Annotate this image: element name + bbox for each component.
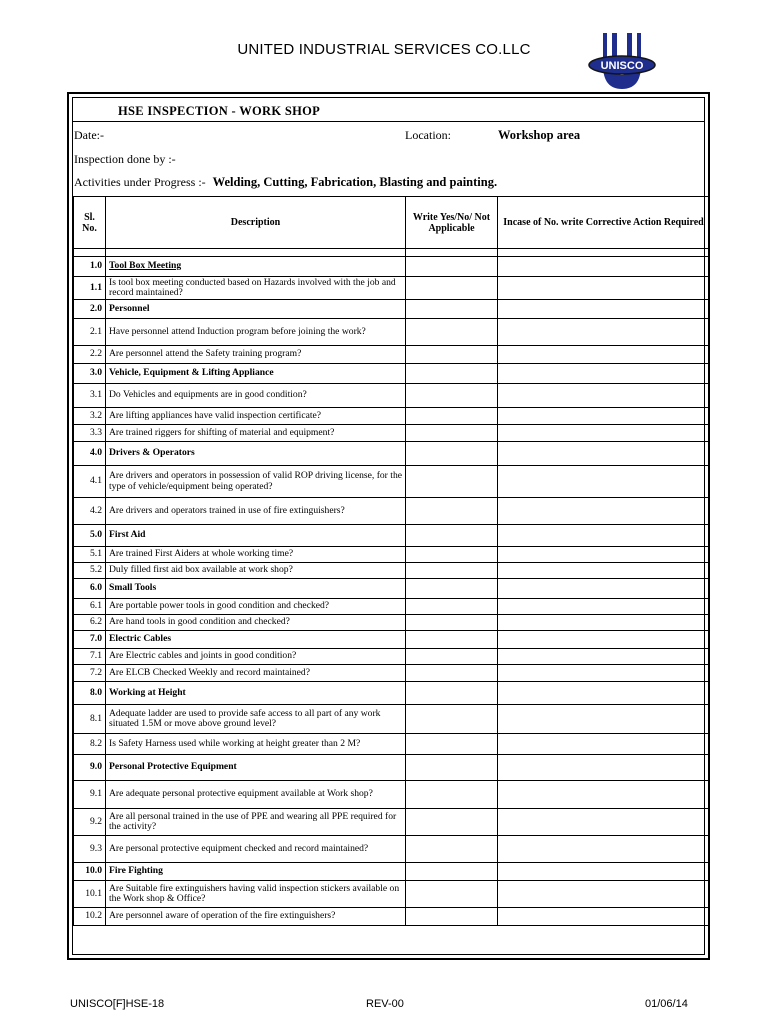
item-number: 2.0 [74, 300, 106, 319]
inspection-done-by-label: Inspection done by :- [74, 152, 176, 166]
activities-row [74, 175, 497, 190]
yes-no-cell[interactable] [406, 665, 498, 682]
item-number: 6.2 [74, 615, 106, 631]
corrective-action-cell[interactable] [498, 649, 710, 665]
item-description: Adequate ladder are used to provide safe access to all part of any work situated 1.5M or move above ground level? [106, 705, 406, 734]
yes-no-cell[interactable] [406, 579, 498, 599]
corrective-action-cell[interactable] [498, 425, 710, 442]
corrective-action-cell[interactable] [498, 734, 710, 755]
corrective-action-cell[interactable] [498, 319, 710, 346]
logo-text: UNISCO [600, 60, 644, 72]
yes-no-cell[interactable] [406, 466, 498, 498]
item-description: Are hand tools in good condition and checked? [106, 615, 406, 631]
yes-no-cell[interactable] [406, 881, 498, 908]
section-title: Personal Protective Equipment [106, 755, 406, 781]
section-title: Fire Fighting [106, 863, 406, 881]
yes-no-cell[interactable] [406, 384, 498, 408]
table-row [74, 547, 710, 563]
item-description: Are drivers and operators in possession of valid ROP driving license, for the type of vehicle/equipment being operated? [106, 466, 406, 498]
table-row [74, 498, 710, 525]
item-number: 10.2 [74, 908, 106, 926]
item-description: Is Safety Harness used while working at height greater than 2 M? [106, 734, 406, 755]
yes-no-cell[interactable] [406, 257, 498, 277]
item-description: Are ELCB Checked Weekly and record maintained? [106, 665, 406, 682]
item-description: Have personnel attend Induction program before joining the work? [106, 319, 406, 346]
item-number: 2.2 [74, 346, 106, 364]
item-number: 3.2 [74, 408, 106, 425]
yes-no-cell[interactable] [406, 615, 498, 631]
item-number: 1.0 [74, 257, 106, 277]
table-row [74, 346, 710, 364]
corrective-action-cell[interactable] [498, 346, 710, 364]
section-row [74, 863, 710, 881]
divider [73, 121, 704, 122]
item-number: 6.1 [74, 599, 106, 615]
table-row [74, 809, 710, 836]
item-description: Are lifting appliances have valid inspection certificate? [106, 408, 406, 425]
location-value: Workshop area [498, 128, 581, 142]
footer-revision: REV-00 [366, 998, 404, 1010]
item-number: 9.2 [74, 809, 106, 836]
table-row [74, 908, 710, 926]
item-number: 6.0 [74, 579, 106, 599]
item-number: 4.1 [74, 466, 106, 498]
checklist-table [73, 196, 710, 926]
yes-no-cell[interactable] [406, 319, 498, 346]
table-row [74, 466, 710, 498]
item-number: 1.1 [74, 277, 106, 300]
yes-no-cell[interactable] [406, 836, 498, 863]
item-number: 10.1 [74, 881, 106, 908]
yes-no-cell[interactable] [406, 442, 498, 466]
section-title: Working at Height [106, 682, 406, 705]
item-description: Are Suitable fire extinguishers having valid inspection stickers available on the Work shop & Office? [106, 881, 406, 908]
table-row [74, 563, 710, 579]
section-row [74, 631, 710, 649]
item-description: Are trained riggers for shifting of material and equipment? [106, 425, 406, 442]
section-row [74, 525, 710, 547]
corrective-action-cell[interactable] [498, 525, 710, 547]
yes-no-cell[interactable] [406, 809, 498, 836]
yes-no-cell[interactable] [406, 649, 498, 665]
yes-no-cell[interactable] [406, 408, 498, 425]
item-description: Are drivers and operators trained in use of fire extinguishers? [106, 498, 406, 525]
table-row [74, 319, 710, 346]
corrective-action-cell[interactable] [498, 615, 710, 631]
item-number: 9.1 [74, 781, 106, 809]
item-description: Are adequate personal protective equipment available at Work shop? [106, 781, 406, 809]
section-row [74, 364, 710, 384]
section-row [74, 300, 710, 319]
table-row [74, 881, 710, 908]
yes-no-cell[interactable] [406, 547, 498, 563]
table-row [74, 836, 710, 863]
footer-doc-code: UNISCO[F]HSE-18 [70, 998, 165, 1010]
item-number: 3.1 [74, 384, 106, 408]
activities-label: Activities under Progress :- [74, 175, 206, 189]
item-description: Are trained First Aiders at whole working time? [106, 547, 406, 563]
yes-no-cell[interactable] [406, 755, 498, 781]
section-row [74, 257, 710, 277]
activities-value: Welding, Cutting, Fabrication, Blasting and painting. [212, 175, 498, 189]
header-sl-no: Sl. No. [74, 197, 106, 249]
header-description: Description [106, 197, 406, 249]
header-yes-no: Write Yes/No/ Not Applicable [406, 197, 498, 249]
yes-no-cell[interactable] [406, 682, 498, 705]
corrective-action-cell[interactable] [498, 682, 710, 705]
table-row [74, 277, 710, 300]
section-row [74, 755, 710, 781]
yes-no-cell[interactable] [406, 277, 498, 300]
section-title: Electric Cables [106, 631, 406, 649]
item-description: Are portable power tools in good condition and checked? [106, 599, 406, 615]
corrective-action-cell[interactable] [498, 755, 710, 781]
section-row [74, 682, 710, 705]
yes-no-cell[interactable] [406, 908, 498, 926]
section-title: First Aid [106, 525, 406, 547]
form-title: HSE INSPECTION - WORK SHOP [118, 104, 321, 118]
location-label: Location: [405, 128, 451, 142]
corrective-action-cell[interactable] [498, 257, 710, 277]
table-row [74, 705, 710, 734]
yes-no-cell[interactable] [406, 498, 498, 525]
item-number: 4.2 [74, 498, 106, 525]
company-name: UNITED INDUSTRIAL SERVICES CO.LLC [237, 41, 531, 58]
corrective-action-cell[interactable] [498, 498, 710, 525]
table-row [74, 425, 710, 442]
header-spacer-row [74, 249, 710, 257]
item-number: 7.1 [74, 649, 106, 665]
corrective-action-cell[interactable] [498, 881, 710, 908]
corrective-action-cell[interactable] [498, 665, 710, 682]
item-number: 8.2 [74, 734, 106, 755]
table-row [74, 599, 710, 615]
section-title-text: Tool Box Meeting [109, 260, 182, 272]
yes-no-cell[interactable] [406, 364, 498, 384]
yes-no-cell[interactable] [406, 863, 498, 881]
item-description: Duly filled first aid box available at work shop? [106, 563, 406, 579]
yes-no-cell[interactable] [406, 599, 498, 615]
corrective-action-cell[interactable] [498, 599, 710, 615]
table-row [74, 615, 710, 631]
section-title: Small Tools [106, 579, 406, 599]
table-header-row [74, 197, 710, 249]
section-row [74, 442, 710, 466]
table-row [74, 781, 710, 809]
section-row [74, 579, 710, 599]
item-number: 10.0 [74, 863, 106, 881]
corrective-action-cell[interactable] [498, 466, 710, 498]
item-number: 2.1 [74, 319, 106, 346]
item-description: Are all personal trained in the use of PPE and wearing all PPE required for the activity? [106, 809, 406, 836]
corrective-action-cell[interactable] [498, 631, 710, 649]
yes-no-cell[interactable] [406, 734, 498, 755]
yes-no-cell[interactable] [406, 300, 498, 319]
yes-no-cell[interactable] [406, 781, 498, 809]
item-description: Are personnel aware of operation of the fire extinguishers? [106, 908, 406, 926]
corrective-action-cell[interactable] [498, 809, 710, 836]
form-inner-frame [72, 97, 705, 955]
item-number: 9.3 [74, 836, 106, 863]
corrective-action-cell[interactable] [498, 300, 710, 319]
corrective-action-cell[interactable] [498, 547, 710, 563]
table-row [74, 734, 710, 755]
item-number: 5.1 [74, 547, 106, 563]
item-number: 4.0 [74, 442, 106, 466]
yes-no-cell[interactable] [406, 631, 498, 649]
item-description: Are personal protective equipment checked and record maintained? [106, 836, 406, 863]
item-description: Are Electric cables and joints in good condition? [106, 649, 406, 665]
item-number: 5.0 [74, 525, 106, 547]
yes-no-cell[interactable] [406, 705, 498, 734]
item-number: 3.3 [74, 425, 106, 442]
yes-no-cell[interactable] [406, 525, 498, 547]
corrective-action-cell[interactable] [498, 781, 710, 809]
corrective-action-cell[interactable] [498, 908, 710, 926]
unisco-logo [587, 31, 657, 93]
footer-date: 01/06/14 [645, 998, 688, 1010]
corrective-action-cell[interactable] [498, 408, 710, 425]
corrective-action-cell[interactable] [498, 442, 710, 466]
item-number: 9.0 [74, 755, 106, 781]
item-number: 5.2 [74, 563, 106, 579]
section-title [106, 257, 406, 277]
corrective-action-cell[interactable] [498, 563, 710, 579]
corrective-action-cell[interactable] [498, 836, 710, 863]
table-row [74, 408, 710, 425]
corrective-action-cell[interactable] [498, 277, 710, 300]
section-title: Vehicle, Equipment & Lifting Appliance [106, 364, 406, 384]
inspection-form [67, 92, 710, 960]
yes-no-cell[interactable] [406, 346, 498, 364]
item-number: 7.2 [74, 665, 106, 682]
corrective-action-cell[interactable] [498, 863, 710, 881]
yes-no-cell[interactable] [406, 563, 498, 579]
item-description: Are personnel attend the Safety training program? [106, 346, 406, 364]
corrective-action-cell[interactable] [498, 579, 710, 599]
item-number: 8.0 [74, 682, 106, 705]
item-number: 7.0 [74, 631, 106, 649]
item-number: 3.0 [74, 364, 106, 384]
section-title: Personnel [106, 300, 406, 319]
item-description: Do Vehicles and equipments are in good condition? [106, 384, 406, 408]
yes-no-cell[interactable] [406, 425, 498, 442]
date-label: Date:- [74, 128, 104, 142]
corrective-action-cell[interactable] [498, 705, 710, 734]
item-description: Is tool box meeting conducted based on Hazards involved with the job and record maintained? [106, 277, 406, 300]
table-row [74, 384, 710, 408]
header-corrective-action: Incase of No. write Corrective Action Required [498, 197, 710, 249]
item-number: 8.1 [74, 705, 106, 734]
table-row [74, 649, 710, 665]
corrective-action-cell[interactable] [498, 364, 710, 384]
table-row [74, 665, 710, 682]
section-title: Drivers & Operators [106, 442, 406, 466]
corrective-action-cell[interactable] [498, 384, 710, 408]
